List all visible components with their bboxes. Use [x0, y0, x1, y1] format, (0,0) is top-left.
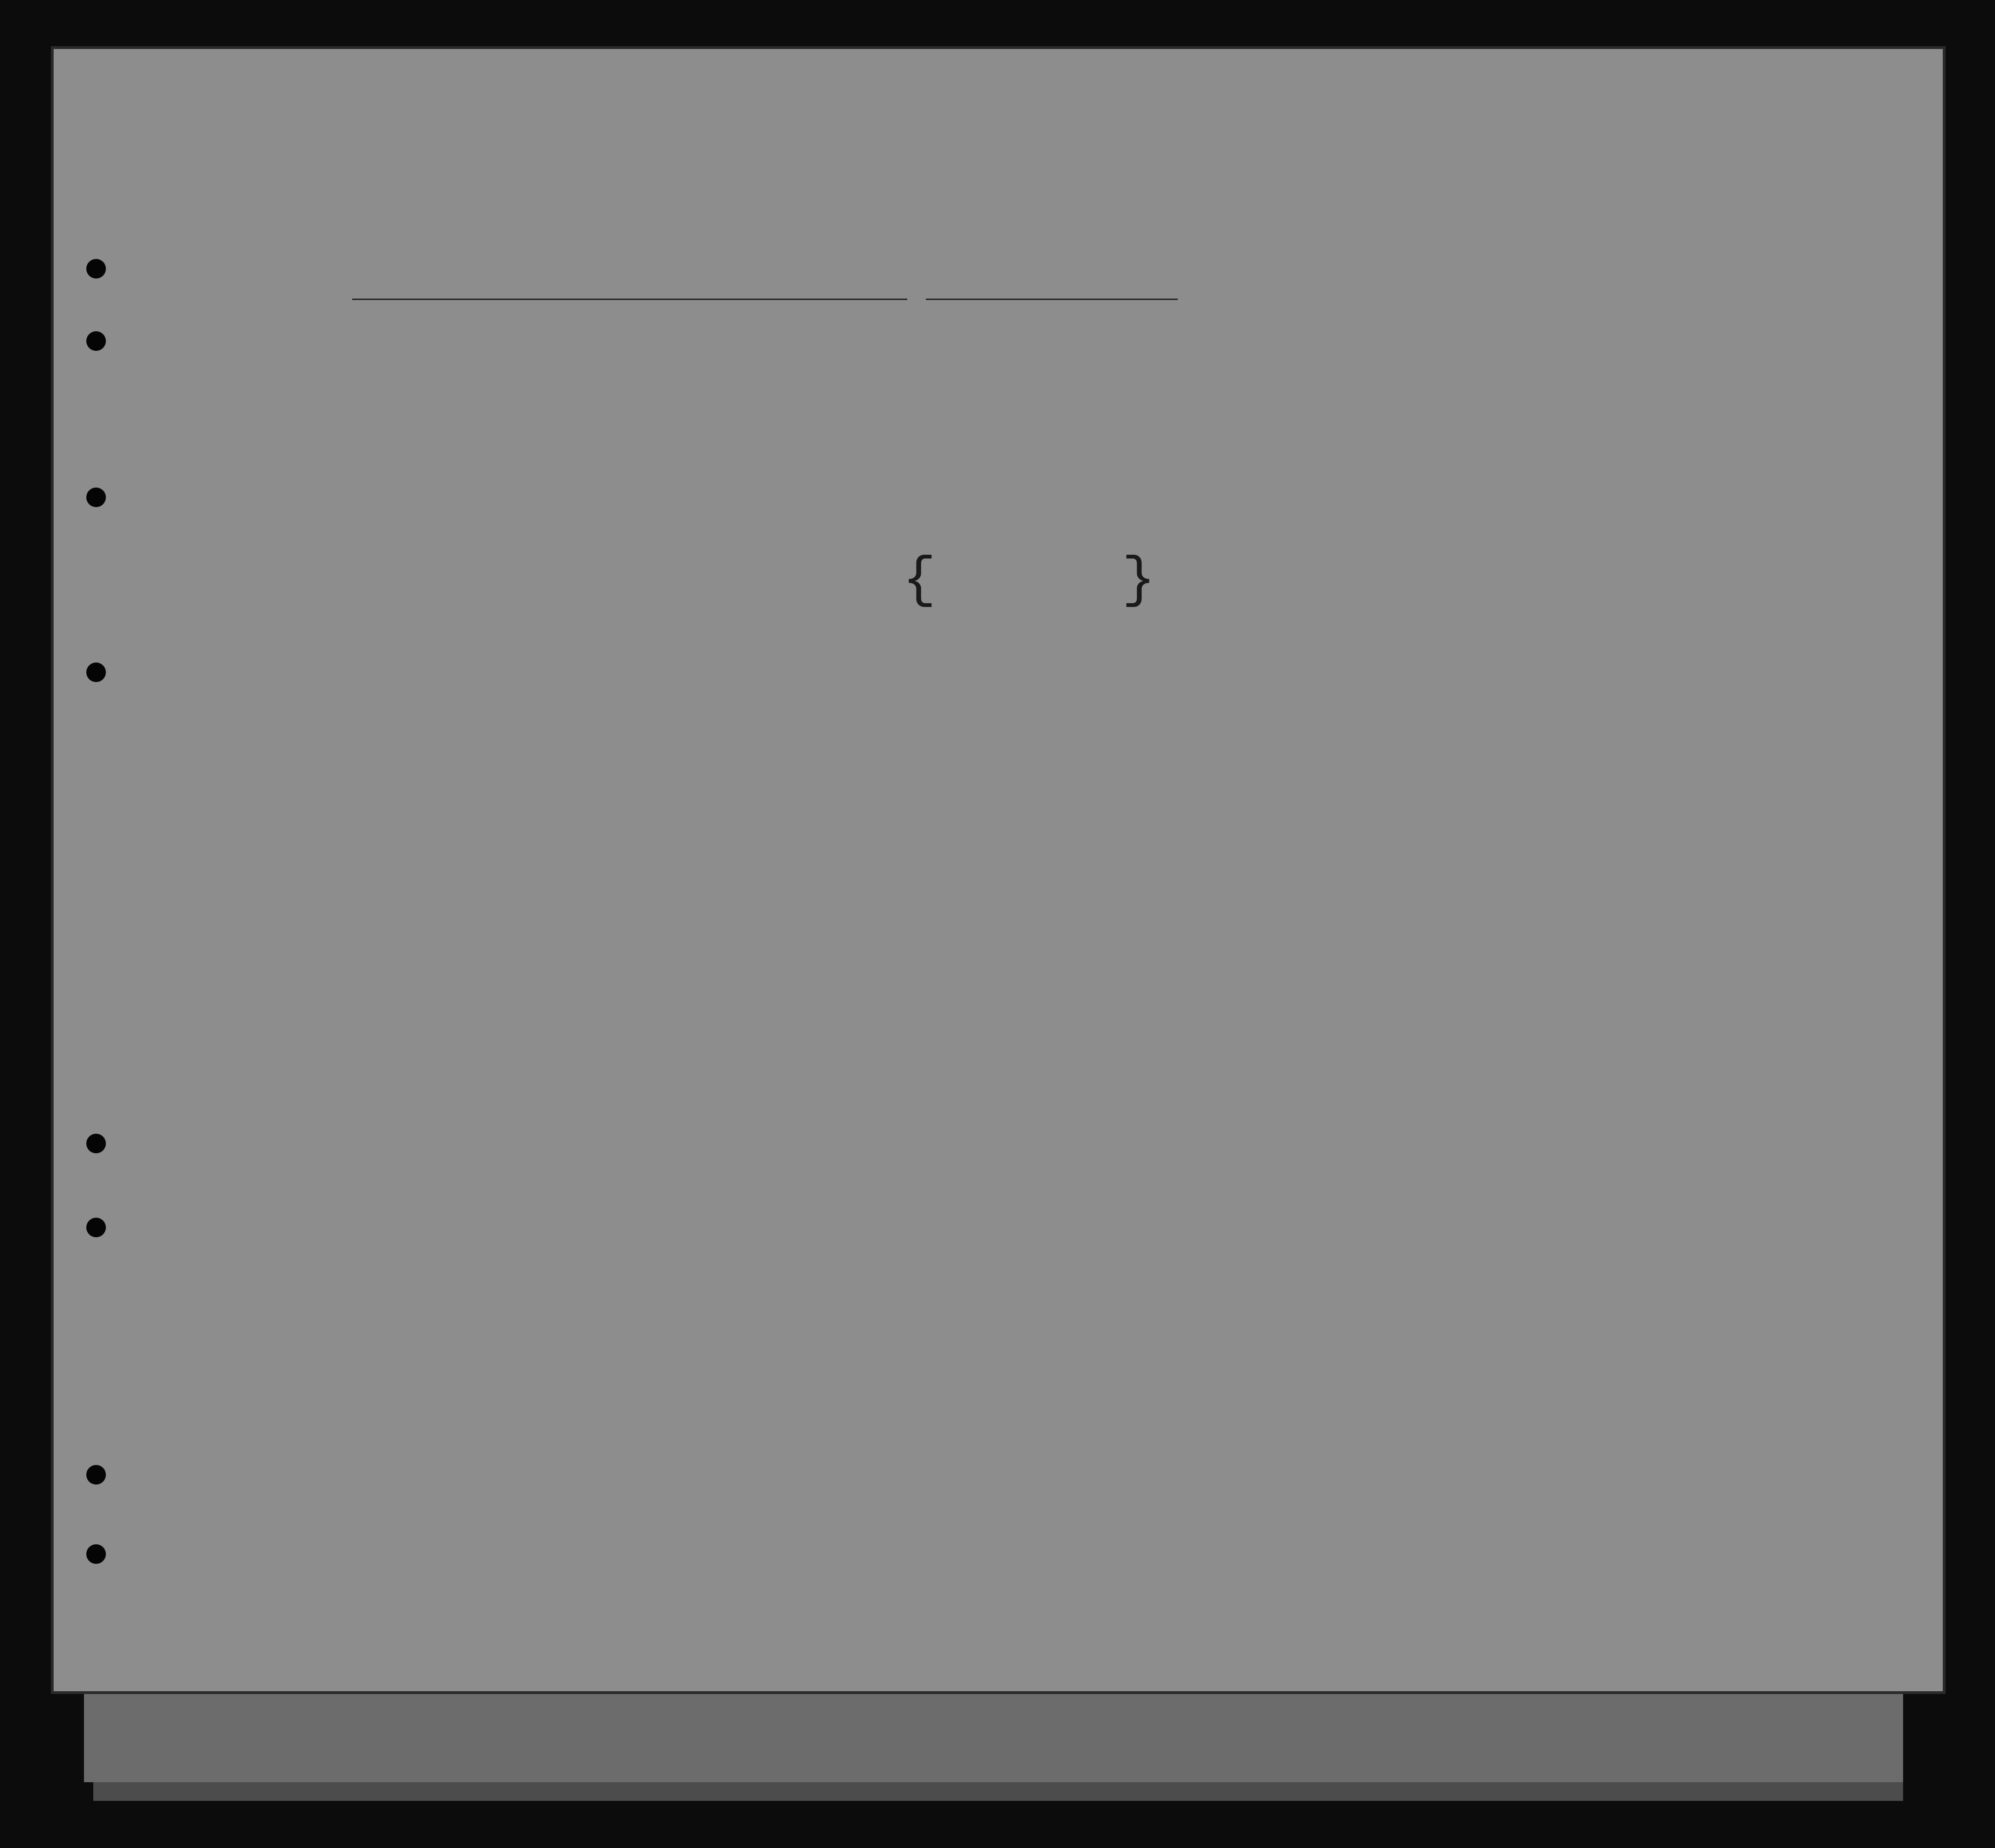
underlying-sheet-edge: [93, 1782, 1903, 1801]
binder-hole: [86, 1218, 106, 1237]
binder-hole: [86, 331, 106, 351]
binder-hole: [86, 1544, 106, 1564]
binder-hole: [86, 1134, 106, 1153]
underlying-sheet: [84, 1689, 1903, 1782]
c23-brace-right: }: [1122, 549, 1156, 613]
binder-hole: [86, 662, 106, 682]
binder-hole: [86, 259, 106, 279]
manifest-sheet: [54, 49, 1943, 1691]
binder-hole: [86, 1465, 106, 1485]
c23-brace-left: {: [903, 549, 937, 613]
ruled-grid: [54, 49, 1943, 1691]
binder-hole: [86, 488, 106, 507]
